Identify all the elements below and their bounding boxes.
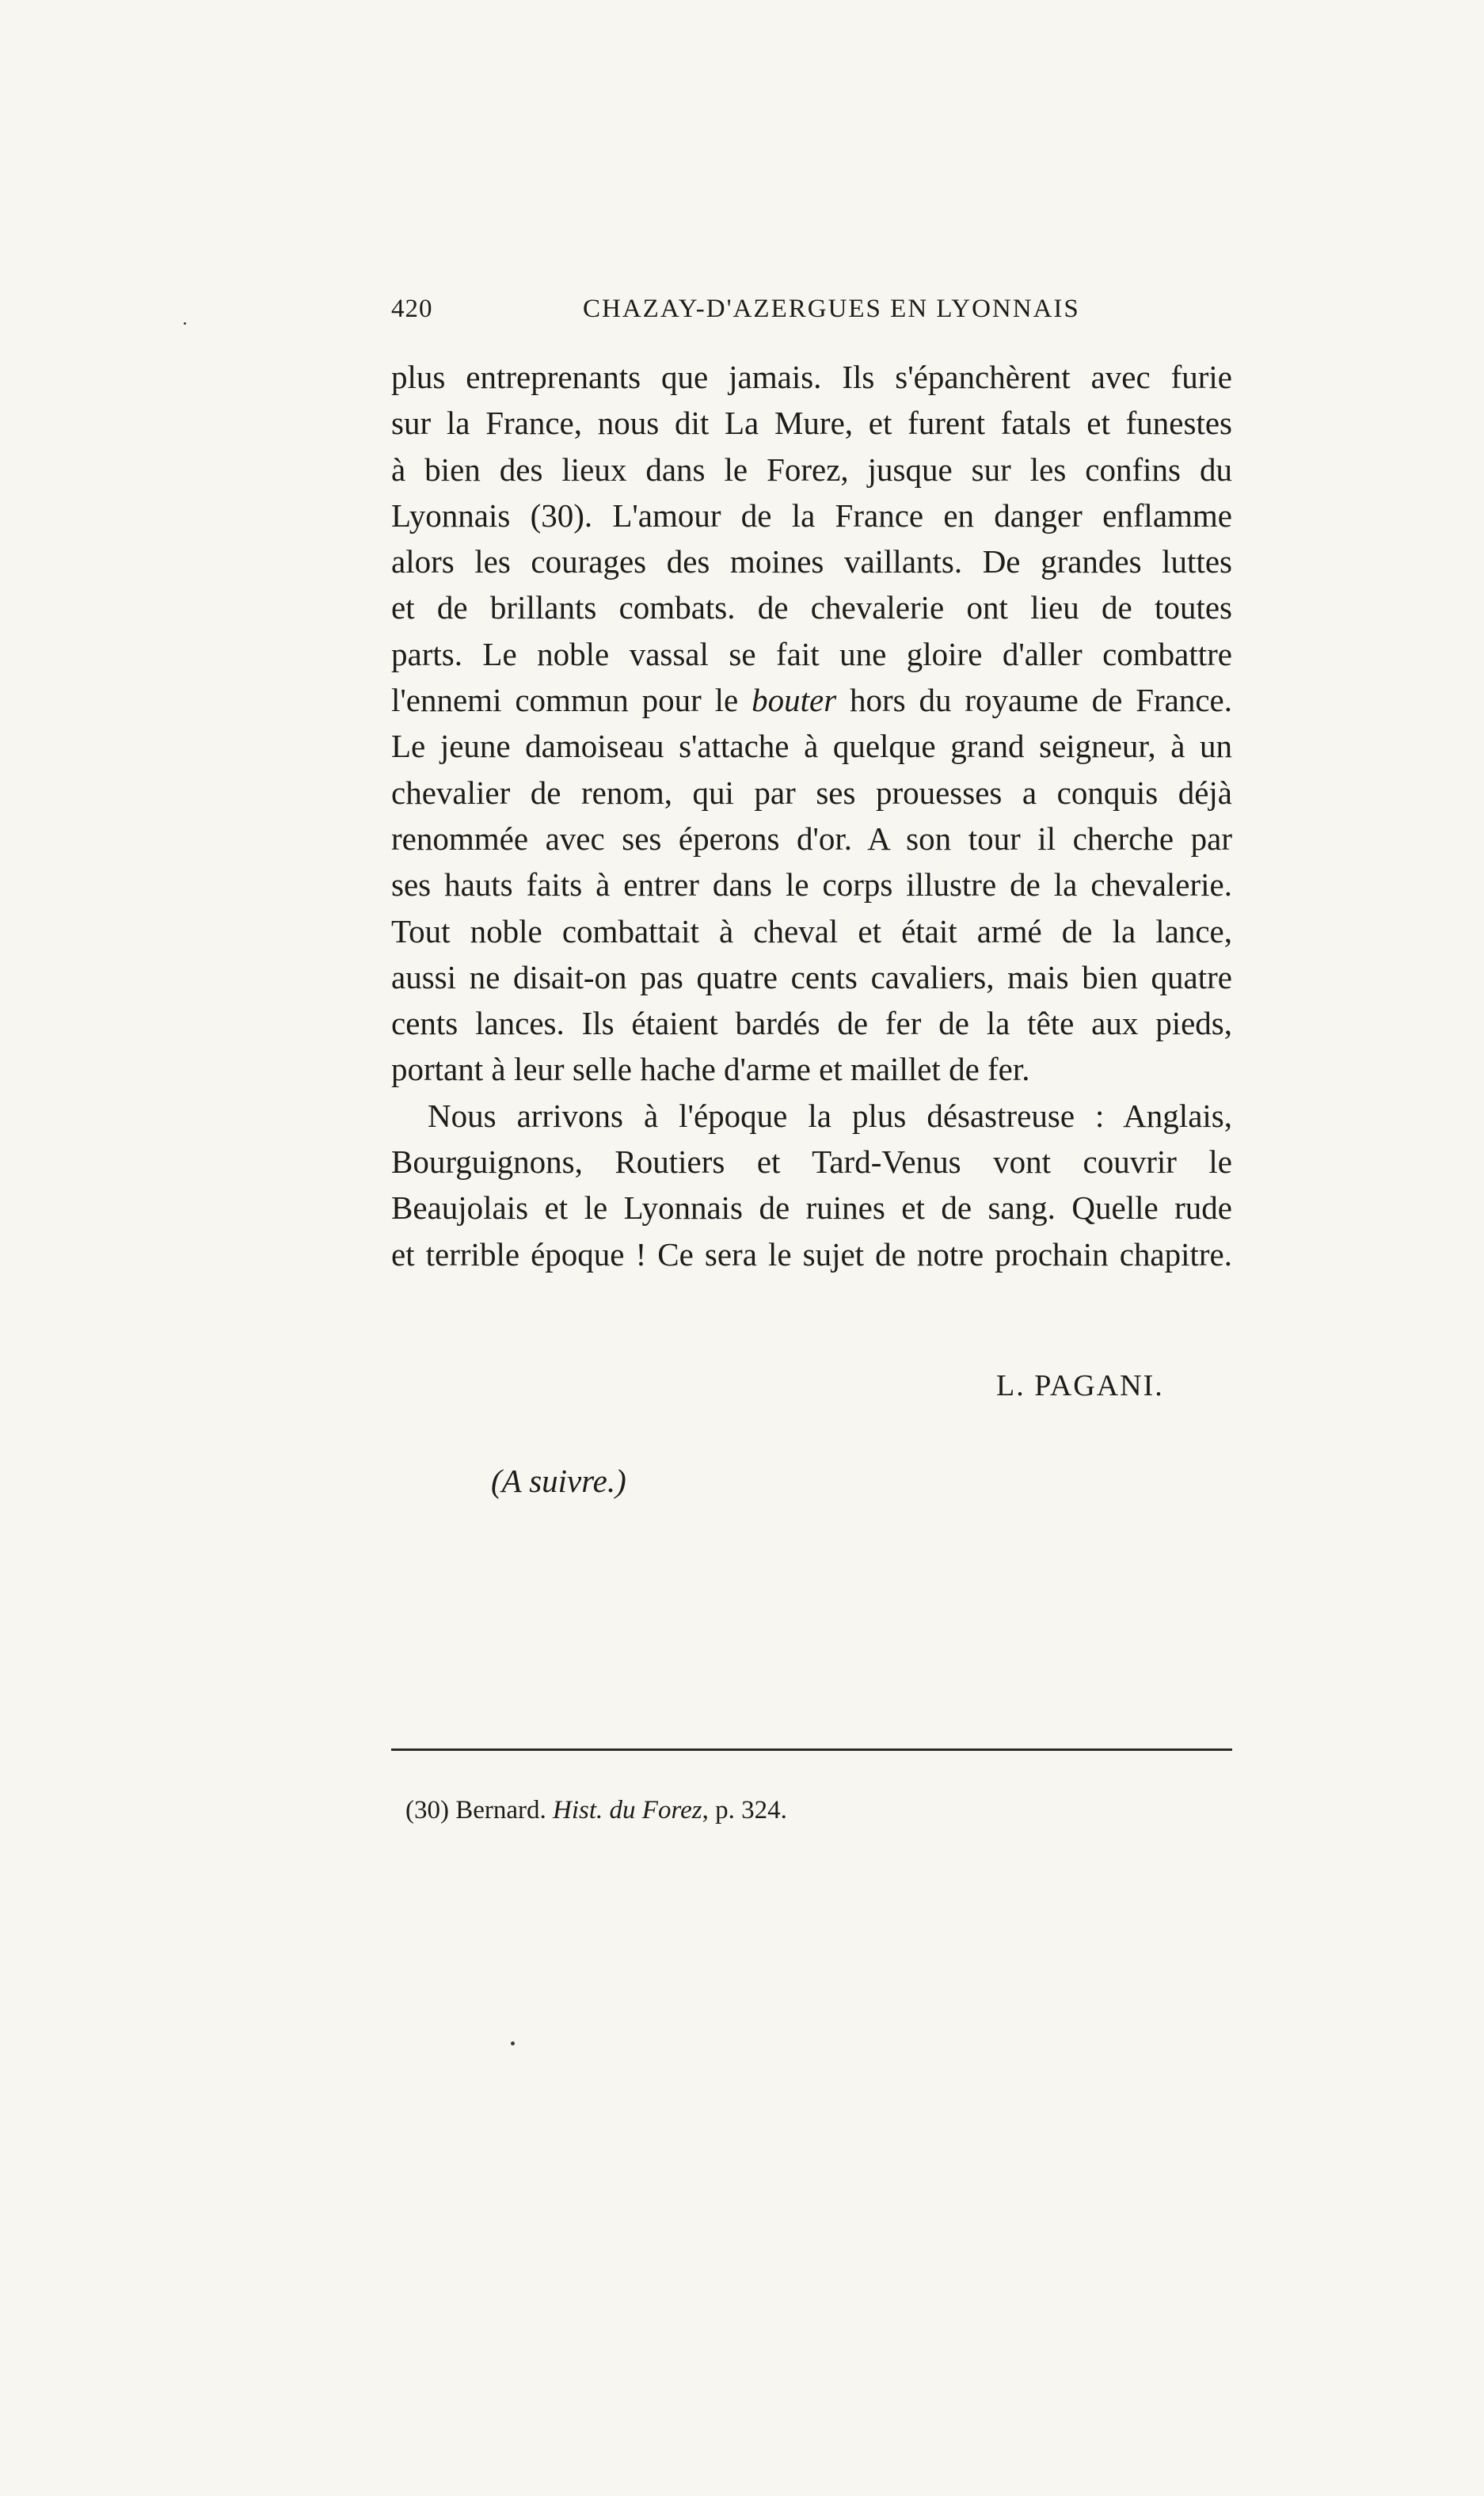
text-line: Lyonnais (30). L'amour de la France en danger enflamme: [391, 497, 1232, 534]
text-line: Le jeune damoiseau s'attache à quelque grand seigneur, à un: [391, 728, 1232, 765]
running-title: CHAZAY-D'AZERGUES EN LYONNAIS: [583, 295, 1080, 323]
text-line: Nous arrivons à l'époque la plus désastreuse : Anglais,: [428, 1097, 1232, 1134]
paper-speck: [511, 2041, 515, 2045]
text-line: plus entreprenants que jamais. Ils s'épanchèrent avec furie: [391, 359, 1232, 395]
paragraph-2: [391, 1093, 1232, 1277]
text-line: renommée avec ses éperons d'or. A son tour il cherche par: [391, 820, 1232, 857]
text-line: sur la France, nous dit La Mure, et furent fatals et funestes: [391, 405, 1232, 442]
footnote: [405, 1796, 787, 1825]
footnote-work: Hist. du Forez: [553, 1796, 702, 1824]
text-line: ses hauts faits à entrer dans le corps illustre de la chevalerie.: [391, 866, 1232, 904]
body-text: [391, 354, 1232, 1277]
line-fragment: hors du royaume de France.: [836, 682, 1232, 719]
page-number: 420: [391, 295, 433, 323]
text-line: et de brillants combats. de chevalerie ont lieu de toutes: [391, 589, 1232, 626]
text-line-with-italic: [391, 677, 1232, 723]
text-line: Bourguignons, Routiers et Tard-Venus vont couvrir le: [391, 1143, 1232, 1181]
footnote-marker: (30): [405, 1796, 449, 1824]
footnote-author: Bernard.: [455, 1796, 546, 1824]
author-signature: L. PAGANI.: [996, 1369, 1164, 1402]
footnote-page: , p. 324.: [702, 1796, 787, 1824]
footnote-divider: [391, 1748, 1232, 1751]
italic-word: bouter: [752, 682, 837, 719]
text-line: Tout noble combattait à cheval et était armé de la lance,: [391, 912, 1232, 949]
to-be-continued: (A suivre.): [491, 1463, 626, 1499]
text-line: et terrible époque ! Ce sera le sujet de notre prochain chapitre.: [391, 1235, 1232, 1273]
text-line: alors les courages des moines vaillants. De grandes luttes: [391, 543, 1232, 580]
text-line: aussi ne disait-on pas quatre cents cavaliers, mais bien quatre: [391, 958, 1232, 995]
paper-speck: [184, 322, 186, 325]
running-head: [391, 295, 1232, 336]
text-line: à bien des lieux dans le Forez, jusque sur les confins du: [391, 451, 1232, 488]
text-line: Beaujolais et le Lyonnais de ruines et de sang. Quelle rude: [391, 1189, 1232, 1227]
text-line: parts. Le noble vassal se fait une gloire d'aller combattre: [391, 635, 1232, 672]
text-line: chevalier de renom, qui par ses prouesses a conquis déjà: [391, 774, 1232, 811]
paragraph-1: [391, 354, 1232, 1093]
text-line: portant à leur selle hache d'arme et maillet de fer.: [391, 1051, 1030, 1088]
line-fragment: l'ennemi commun pour le: [391, 682, 752, 719]
text-line: cents lances. Ils étaient bardés de fer de la tête aux pieds,: [391, 1005, 1232, 1042]
